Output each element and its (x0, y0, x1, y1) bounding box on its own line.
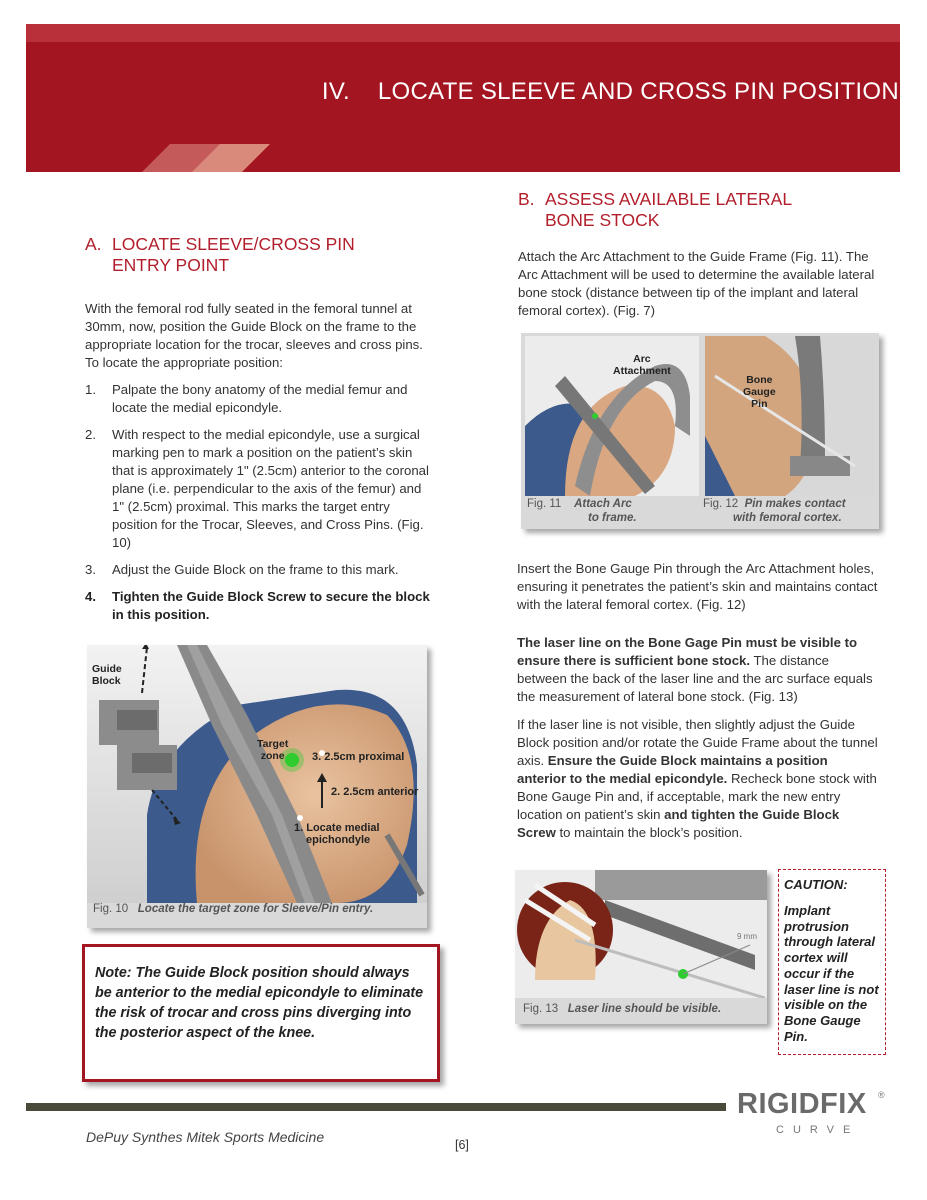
logo-registered-mark: ® (878, 1090, 885, 1100)
figure-13-caption (523, 1003, 721, 1015)
figure-13-illustration (515, 870, 767, 998)
caption-number: Fig. 10 (93, 903, 129, 915)
figure-12-caption (703, 497, 879, 525)
figure-11-illustration (525, 336, 699, 496)
caption-number: Fig. 13 (523, 1003, 559, 1015)
label-line: Attachment (613, 365, 671, 377)
caption-text: Pin makes contact (744, 498, 846, 510)
label-guide-block (92, 663, 122, 687)
footer-company: DePuy Synthes Mitek Sports Medicine (86, 1129, 325, 1145)
section-b-para1: Attach the Arc Attachment to the Guide Frame (Fig. 11). The Arc Attachment will be used to determine the available lateral bone stock (distance between tip of the implant and lateral femoral cortex). (Fig. 7) (518, 249, 875, 318)
para4-part: If the laser line is not visible, then slightly adjust the Guide Block position and/or rotate the Guide Frame about the tunnel axis. (517, 717, 878, 768)
section-b-title-line1: ASSESS AVAILABLE LATERAL (545, 189, 793, 209)
label-step-1 (294, 822, 380, 846)
figure-13 (515, 870, 767, 1024)
caption-text: Attach Arc (574, 498, 632, 510)
step-item (85, 561, 430, 579)
figure-11-12-panel (521, 333, 879, 529)
section-a-intro: With the femoral rod fully seated in the femoral tunnel at 30mm, now, position the Guide Block on the frame to the appropriate location for the trocar, sleeves and cross pins. To locate the appropriate position: (85, 301, 423, 370)
figure-10-caption (93, 903, 373, 915)
para3-bold: The laser line on the Bone Gage Pin must be visible to ensure there is sufficient bone stock. (517, 635, 858, 668)
figure-12-illustration (705, 336, 875, 496)
step-text: Tighten the Guide Block Screw to secure the block in this position. (112, 589, 430, 622)
label-line: Arc (633, 353, 651, 365)
para4-part: Recheck bone stock with Bone Gauge Pin and, if acceptable, mark the new entry location on patient’s skin (517, 771, 877, 822)
para3-rest: The distance between the back of the laser line and the arc surface equals the measurement of lateral bone stock. (Fig. 13) (517, 653, 873, 704)
section-number: IV. (321, 78, 350, 105)
figure-10-illustration (87, 645, 427, 903)
caption-text: to frame. (588, 512, 637, 524)
step-number: 2. (85, 427, 96, 442)
caution-text: Implant protrusion through lateral cortex will occur if the laser line is not visible on the Bone Gauge Pin. (784, 903, 879, 1044)
page-number: [6] (455, 1138, 469, 1152)
header-top-strip (26, 24, 900, 42)
caption-number: Fig. 11 (527, 498, 562, 510)
page-title (322, 78, 899, 106)
label-line: Gauge (743, 386, 776, 398)
caption-text: with femoral cortex. (733, 512, 842, 524)
measure-label: 9 mm (737, 932, 757, 941)
caption-number: Fig. 12 (703, 498, 739, 510)
rigidfix-logo: RIGIDFIX (737, 1088, 867, 1120)
figure-11-caption (527, 497, 697, 525)
label-bone-gauge-pin (743, 374, 776, 410)
step-item (85, 588, 430, 624)
caution-title: CAUTION: (784, 877, 848, 892)
label-line: Block (92, 675, 121, 687)
section-b-para4 (517, 716, 879, 842)
section-b-para3 (517, 634, 879, 706)
section-a-title-line2: ENTRY POINT (112, 255, 230, 275)
section-b-heading (518, 189, 858, 231)
label-line: epichondyle (306, 834, 371, 846)
section-a-heading (85, 234, 425, 276)
section-b-para2: Insert the Bone Gauge Pin through the Arc Attachment holes, ensuring it penetrates the patient’s skin and maintains contact with the lateral femoral cortex. (Fig. 12) (517, 561, 878, 612)
caption-text: Laser line should be visible. (567, 1003, 722, 1015)
logo-subtitle: CURVE (776, 1124, 860, 1136)
label-target-zone (257, 738, 288, 762)
figure-10 (87, 645, 427, 928)
step-item (85, 426, 430, 552)
step-text: Adjust the Guide Block on the frame to this mark. (112, 562, 399, 577)
para4-bold: Ensure the Guide Block maintains a position anterior to the medial epicondyle. (517, 753, 828, 786)
note-text: Note: The Guide Block position should always be anterior to the medial epicondyle to eliminate the risk of trocar and cross pins diverging into the posterior aspect of the knee. (95, 965, 424, 1041)
step-number: 1. (85, 382, 96, 397)
label-line: zone (260, 750, 285, 762)
section-a-steps (85, 381, 430, 633)
label-step-3: 3. 2.5cm proximal (312, 751, 405, 763)
section-a-title-line1: LOCATE SLEEVE/CROSS PIN (112, 234, 355, 254)
label-line: Target (257, 738, 289, 750)
para4-bold: and tighten the Guide Block Screw (517, 807, 840, 840)
step-number: 3. (85, 562, 96, 577)
label-step-2: 2. 2.5cm anterior (331, 786, 419, 798)
title-text: LOCATE SLEEVE AND CROSS PIN POSITION (377, 78, 899, 105)
step-item (85, 381, 430, 417)
note-box (82, 944, 440, 1082)
label-line: Pin (751, 398, 768, 410)
step-text: Palpate the bony anatomy of the medial femur and locate the medial epicondyle. (112, 382, 408, 415)
caution-box (778, 869, 886, 1055)
step-text: With respect to the medial epicondyle, use a surgical marking pen to mark a position on the patient’s skin that is approximately 1" (2.5cm) anterior to the coronal plane (i.e. perpendicular to the axis of the femur) and 1" (2.5cm) proximal. This marks the target entry position for the Trocar, Sleeves, and Cross Pins. (Fig. 10) (112, 427, 429, 550)
label-line: 1. Locate medial (294, 822, 380, 834)
section-b-number: B. (518, 189, 535, 209)
label-line: Bone (746, 374, 773, 386)
step-number: 4. (85, 589, 96, 604)
label-line: Guide (92, 663, 122, 675)
para4-part: to maintain the block’s position. (555, 825, 743, 840)
label-arc-attachment (613, 353, 671, 377)
caption-text: Locate the target zone for Sleeve/Pin entry. (137, 903, 374, 915)
section-b-title-line2: BONE STOCK (545, 210, 660, 230)
footer-bar (26, 1103, 726, 1111)
section-a-number: A. (85, 234, 102, 254)
